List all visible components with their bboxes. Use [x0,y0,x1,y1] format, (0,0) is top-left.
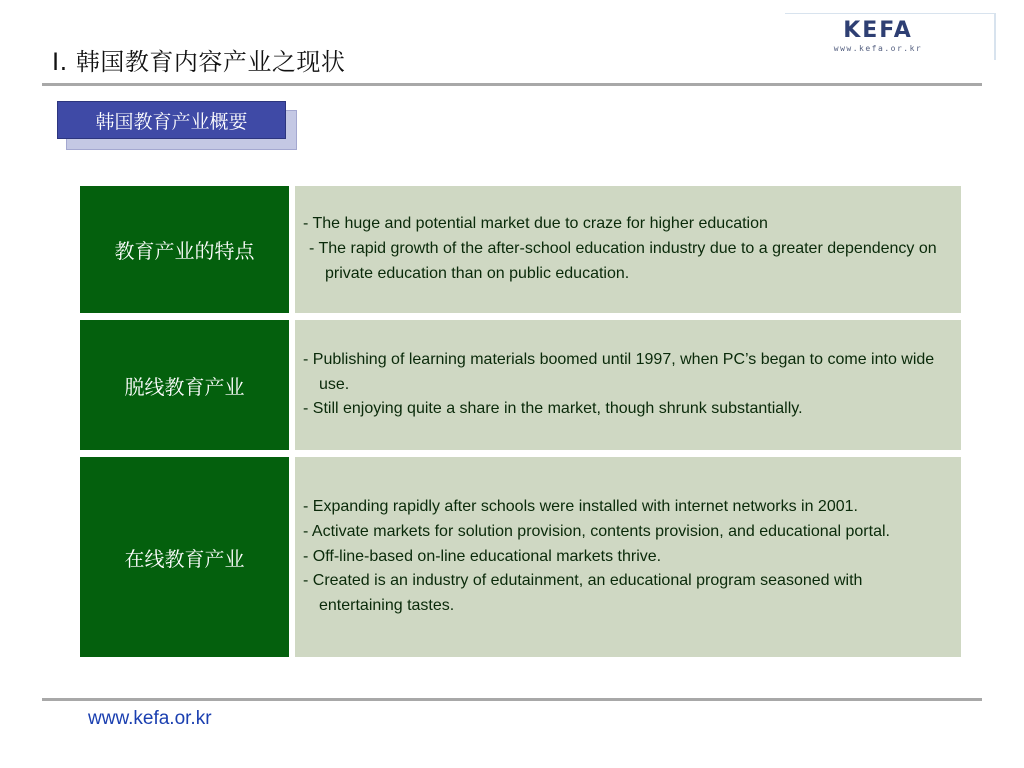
title-divider [42,83,982,86]
footer-website-link[interactable]: www.kefa.or.kr [88,708,212,729]
row-characteristics [80,186,961,313]
page-title: Ⅰ. 韩国教育内容产业之现状 [52,48,346,76]
footer-divider [42,698,982,701]
row-content [295,186,961,313]
bullet-line: - The huge and potential market due to craze for higher education [303,215,768,233]
row-label: 在线教育产业 [80,457,289,657]
logo-url: www.kefa.or.kr [833,44,923,53]
bullet-line: - Created is an industry of edutainment, an educational program seasoned with entertaining tastes. [303,572,863,615]
bullet-line: - Activate markets for solution provision, contents provision, and educational portal. [303,522,890,540]
row-label: 脱线教育产业 [80,320,289,450]
row-content [295,320,961,450]
kefa-logo [826,20,930,53]
section-badge: 韩国教育产业概要 [57,101,286,139]
logo-wordmark: KEFA [843,18,913,43]
logo-divider-vertical [994,14,996,60]
bullet-line: - Expanding rapidly after schools were installed with internet networks in 2001. [303,498,858,516]
row-label: 教育产业的特点 [80,186,289,313]
logo-divider-horizontal [785,13,996,14]
row-offline [80,320,961,450]
bullet-line: - The rapid growth of the after-school education industry due to a greater dependency on private education than on public education. [309,240,937,282]
bullet-line: - Off-line-based on-line educational markets thrive. [303,547,662,565]
row-content [295,457,961,657]
row-online [80,457,961,657]
bullet-line: - Publishing of learning materials boomed until 1997, when PC’s began to come into wide use. [303,350,935,393]
bullet-line: - Still enjoying quite a share in the market, though shrunk substantially. [303,400,803,418]
